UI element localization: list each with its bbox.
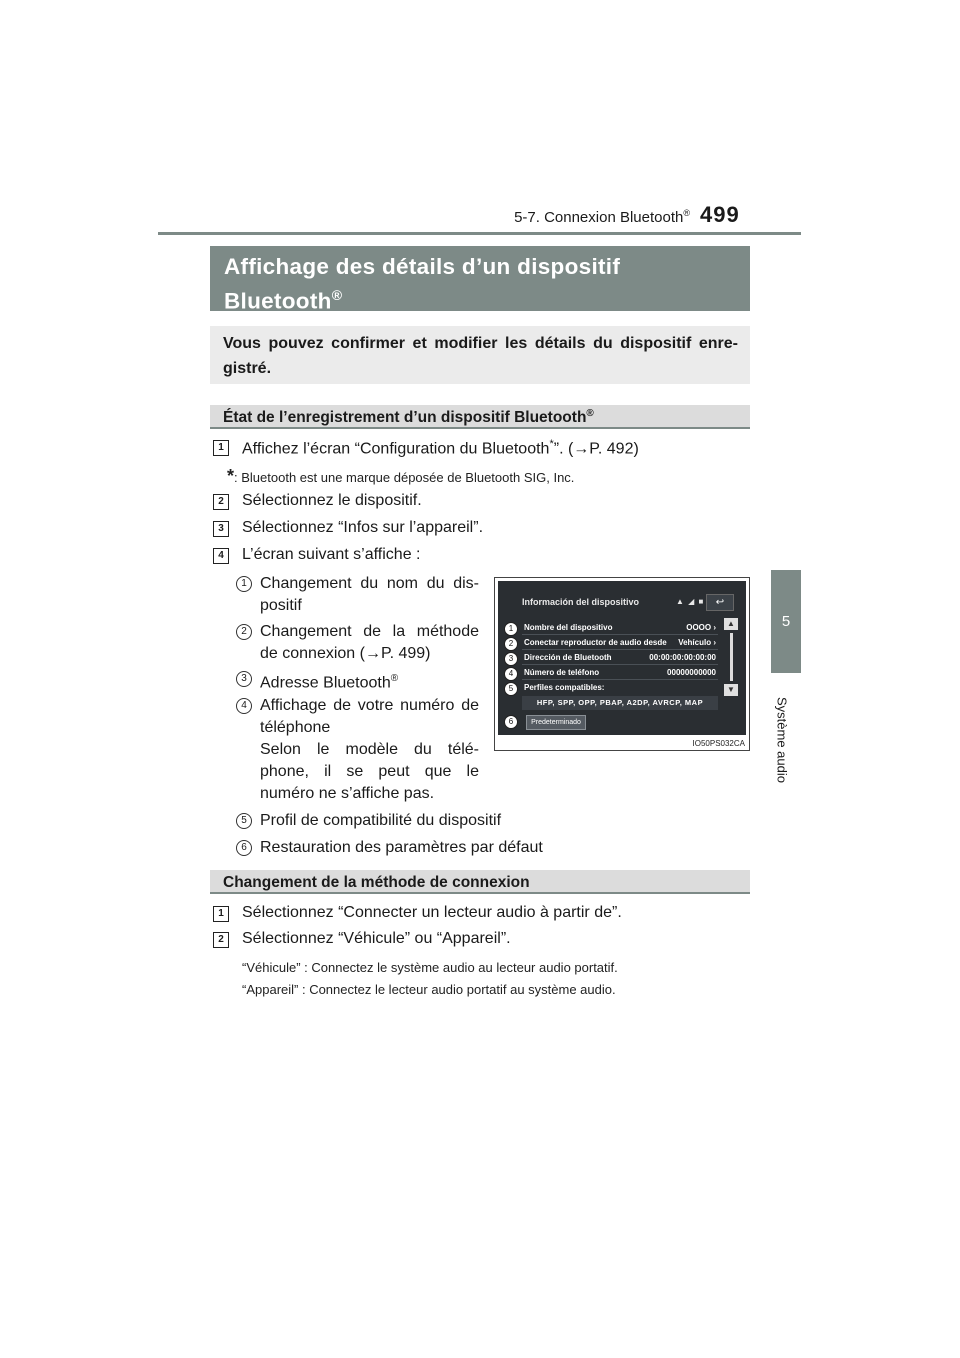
step-text: Sélectionnez le dispositif. [242,492,422,509]
callout-1: 1 [504,622,518,636]
row-value: 00:00:00:00:00:00 [649,653,716,662]
step-number: 1 [213,906,229,922]
callout-2: 2 [504,637,518,651]
status-icons: ▲ ◢ ■ [676,597,705,606]
callout-5: 5 [504,682,518,696]
registered-mark: ® [586,407,594,419]
item-text [260,668,398,694]
scroll-track[interactable] [730,633,733,681]
item-text: Restauration des paramètres par défaut [260,839,543,856]
profiles-list: HFP, SPP, OPP, PBAP, A2DP, AVRCP, MAP [522,696,718,710]
step-text-b: ”. (→P. 492) [553,440,639,458]
chapter-label [762,685,802,795]
page-title-line2-text: Bluetooth [224,288,332,314]
section-heading [210,405,750,429]
footnote-star: * [227,466,235,486]
step-number: 2 [213,494,229,510]
section-header-text: 5-7. Connexion Bluetooth [514,209,684,226]
back-icon[interactable]: ↩ [706,594,734,611]
item-text: Profil de compatibilité du dispositif [260,812,502,829]
figure-code: IO50PS032CA [692,739,745,748]
callout-4: 4 [504,667,518,681]
note-text: “Véhicule” : Connectez le système audio au lecteur audio portatif. [242,960,618,975]
page-title-line1: Affichage des détails d’un dispositif [224,254,621,279]
footnote-text: : Bluetooth est une marque déposée de Bluetooth SIG, Inc. [234,470,575,485]
section-heading: Changement de la méthode de connexion [210,870,750,894]
scroll-down-icon[interactable]: ▼ [724,684,738,696]
row-label: Número de teléfono [524,668,600,677]
row-label: Conectar reproductor de audio desde [524,638,667,647]
item-number: 1 [236,576,252,592]
step-number: 3 [213,521,229,537]
step-text [242,438,639,458]
default-button[interactable]: Predeterminado [526,715,586,730]
row-label: Perfiles compatibles: [524,683,605,692]
step-number: 4 [213,548,229,564]
row-device-name[interactable] [522,621,718,635]
row-label: Dirección de Bluetooth [524,653,612,662]
registered-mark: ® [390,673,399,684]
page-title [210,246,750,314]
scroll-up-icon[interactable]: ▲ [724,618,738,630]
section-header [470,208,690,226]
chapter-tab[interactable]: 5 [771,570,801,673]
row-value: OOOO › [686,623,716,632]
item-number: 5 [236,813,252,829]
step-text-a: Affichez l’écran “Configuration du Bluetooth [242,440,550,458]
page-title-line2 [224,281,750,316]
row-phone-number [522,666,718,680]
item-number: 4 [236,698,252,714]
section-heading-text: État de l’enregistrement d’un dispositif Bluetooth [223,409,587,426]
item-number: 6 [236,840,252,856]
item-number: 2 [236,624,252,640]
header-rule [158,232,801,235]
step-text: Sélectionnez “Véhicule” ou “Appareil”. [242,930,511,947]
item-note: Selon le modèle du télé-phone, il se peut que le numéro ne s’affiche pas. [260,741,479,802]
row-profiles [522,681,718,694]
registered-mark: ® [683,208,690,218]
item-text: Changement du nom du dis-positif [260,575,479,614]
step-number: 2 [213,932,229,948]
note-text: “Appareil” : Connectez le lecteur audio portatif au système audio. [242,982,616,997]
row-bluetooth-address [522,651,718,665]
step-text: Sélectionnez “Infos sur l’appareil”. [242,519,484,536]
footnote [227,466,574,487]
device-info-screen [498,581,746,735]
chapter-label-text: Système audio [774,697,790,783]
row-value: Vehículo › [678,638,716,647]
registered-mark: ® [331,287,343,303]
step-number: 1 [213,440,229,456]
item-text: Changement de la méthode de connexion (→P. 499) [260,623,479,662]
item-text-main: Adresse Bluetooth [260,674,391,692]
row-connect-audio[interactable] [522,636,718,650]
screen-title: Información del dispositivo [522,597,640,607]
page-number: 499 [700,202,740,227]
intro-text: Vous pouvez confirmer et modifier les détails du dispositif enre-gistré. [210,326,750,384]
callout-3: 3 [504,652,518,666]
scrollbar[interactable] [724,618,738,698]
step-text: Sélectionnez “Connecter un lecteur audio à partir de”. [242,904,622,921]
step-text: L’écran suivant s’affiche : [242,546,421,563]
callout-6: 6 [504,715,518,729]
row-label: Nombre del dispositivo [524,623,613,632]
device-info-screenshot [494,577,750,751]
item-number: 3 [236,671,252,687]
row-value: 00000000000 [667,668,716,677]
footnote-marker: * [549,438,554,450]
item-text: Affichage de votre numéro de téléphone [260,697,479,736]
